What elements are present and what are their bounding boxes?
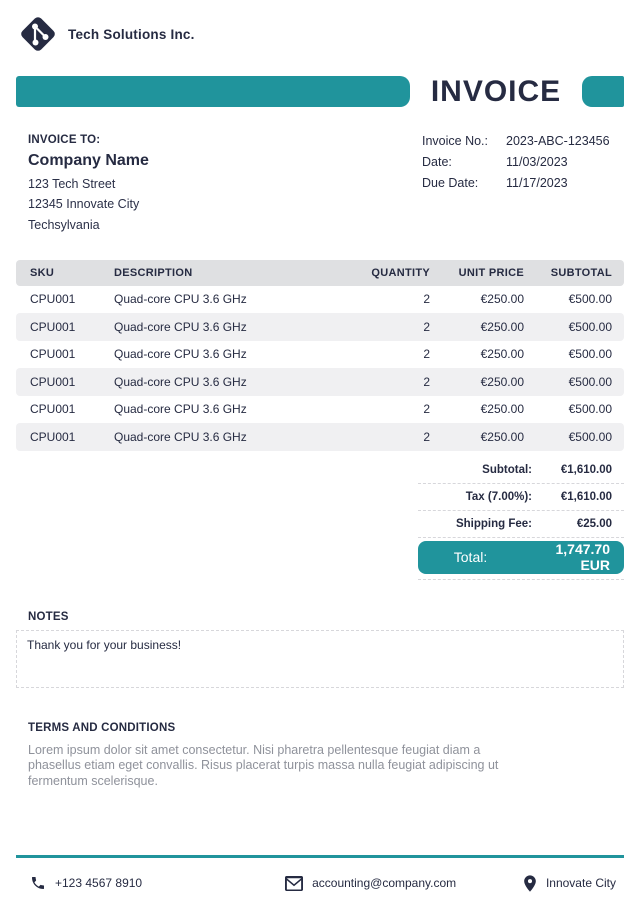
company-brand-name: Tech Solutions Inc. [68, 26, 195, 42]
invoice-meta-block [422, 134, 624, 232]
table-row [16, 396, 624, 424]
cell-unit-price: €250.00 [480, 374, 524, 389]
terms-text: Lorem ipsum dolor sit amet consectetur. Nisi pharetra pellentesque feugiat diam a phasellus etiam eget convallis. Risus placerat turpis massa nulla feugiat adipiscing ut fermentum scelerisque. [28, 742, 499, 788]
meta-value: 11/03/2023 [506, 155, 568, 169]
footer-email [285, 876, 456, 891]
table-body [16, 286, 624, 451]
location-pin-icon [523, 875, 537, 892]
table-row [16, 286, 624, 314]
grand-total-box [418, 541, 624, 574]
cell-subtotal: €500.00 [568, 292, 612, 307]
footer-location [523, 875, 616, 892]
line-items-table [16, 260, 624, 451]
phone-icon [30, 875, 46, 891]
totals-row [418, 457, 624, 484]
terms-heading: TERMS AND CONDITIONS [28, 721, 176, 734]
footer-phone-text: +123 4567 8910 [55, 876, 143, 890]
table-row [16, 341, 624, 369]
cell-unit-price: €250.00 [480, 402, 524, 417]
cell-unit-price: €250.00 [480, 292, 524, 307]
brand-header [16, 10, 624, 58]
column-header-description: DESCRIPTION [114, 266, 193, 279]
column-header-unit-price: UNIT PRICE [458, 266, 524, 279]
cell-unit-price: €250.00 [480, 319, 524, 334]
meta-value: 11/17/2023 [506, 176, 568, 190]
meta-label: Invoice No.: [422, 134, 489, 148]
cell-sku: CPU001 [30, 402, 76, 417]
footer-contact-row [16, 872, 624, 894]
column-header-subtotal: SUBTOTAL [550, 266, 612, 279]
footer-phone [30, 875, 142, 891]
footer-email-text: accounting@company.com [312, 876, 457, 890]
cell-quantity: 2 [423, 402, 430, 417]
cell-subtotal: €500.00 [568, 319, 612, 334]
bill-to-address-line: 123 Tech Street [28, 176, 116, 191]
cell-quantity: 2 [423, 429, 430, 444]
cell-sku: CPU001 [30, 374, 76, 389]
cell-sku: CPU001 [30, 292, 76, 307]
terms-section [16, 722, 624, 790]
totals-value: €1,610.00 [560, 463, 612, 476]
title-band [16, 76, 624, 107]
cell-description: Quad-core CPU 3.6 GHz [114, 374, 247, 389]
footer-location-text: Innovate City [545, 876, 616, 890]
totals-block [418, 457, 624, 580]
title-band-right-bar [582, 76, 624, 107]
cell-description: Quad-core CPU 3.6 GHz [114, 347, 247, 362]
bill-to-address-line: 12345 Innovate City [28, 197, 140, 211]
meta-row [422, 155, 624, 169]
notes-section [16, 611, 624, 688]
cell-sku: CPU001 [30, 429, 76, 444]
bill-to-block [16, 134, 149, 232]
cell-sku: CPU001 [30, 319, 76, 334]
meta-row [422, 176, 624, 190]
meta-value: 2023-ABC-123456 [506, 134, 610, 148]
page-title: INVOICE [430, 75, 562, 108]
cell-quantity: 2 [423, 319, 430, 334]
table-header-row [16, 260, 624, 286]
totals-row [418, 511, 624, 538]
column-header-sku: SKU [30, 266, 55, 279]
cell-quantity: 2 [423, 347, 430, 362]
cell-quantity: 2 [423, 374, 430, 389]
column-header-quantity: QUANTITY [371, 266, 430, 279]
footer-divider [16, 855, 624, 858]
cell-subtotal: €500.00 [568, 402, 612, 417]
footer [16, 855, 624, 905]
grand-total-wrap [418, 541, 624, 580]
meta-row [422, 134, 624, 148]
invoice-info-row [16, 134, 624, 232]
cell-sku: CPU001 [30, 347, 76, 362]
title-band-left-bar [16, 76, 410, 107]
bill-to-company: Company Name [28, 152, 149, 169]
mail-icon [285, 876, 303, 891]
bill-to-heading: INVOICE TO: [28, 134, 101, 146]
cell-description: Quad-core CPU 3.6 GHz [114, 402, 247, 417]
cell-subtotal: €500.00 [568, 347, 612, 362]
cell-unit-price: €250.00 [480, 429, 524, 444]
cell-subtotal: €500.00 [568, 429, 612, 444]
grand-total-value: 1,747.70 EUR [555, 541, 610, 573]
git-branch-diamond-logo-icon [16, 12, 60, 56]
meta-label: Date: [422, 155, 452, 169]
cell-description: Quad-core CPU 3.6 GHz [114, 319, 247, 334]
table-row [16, 313, 624, 341]
totals-label: Shipping Fee: [455, 517, 532, 530]
grand-total-label: Total: [453, 549, 488, 565]
cell-quantity: 2 [423, 292, 430, 307]
table-row [16, 368, 624, 396]
bill-to-address-line: Techsylvania [28, 217, 100, 232]
totals-label: Tax (7.00%): [465, 490, 532, 503]
totals-value: €1,610.00 [560, 490, 612, 503]
cell-subtotal: €500.00 [568, 374, 612, 389]
totals-row [418, 484, 624, 511]
cell-description: Quad-core CPU 3.6 GHz [114, 292, 247, 307]
totals-value: €25.00 [576, 517, 612, 530]
notes-heading: NOTES [28, 610, 69, 623]
notes-box: Thank you for your business! [16, 630, 624, 688]
meta-label: Due Date: [422, 176, 479, 190]
cell-description: Quad-core CPU 3.6 GHz [114, 429, 247, 444]
cell-unit-price: €250.00 [480, 347, 524, 362]
table-row [16, 423, 624, 451]
totals-label: Subtotal: [482, 463, 532, 476]
